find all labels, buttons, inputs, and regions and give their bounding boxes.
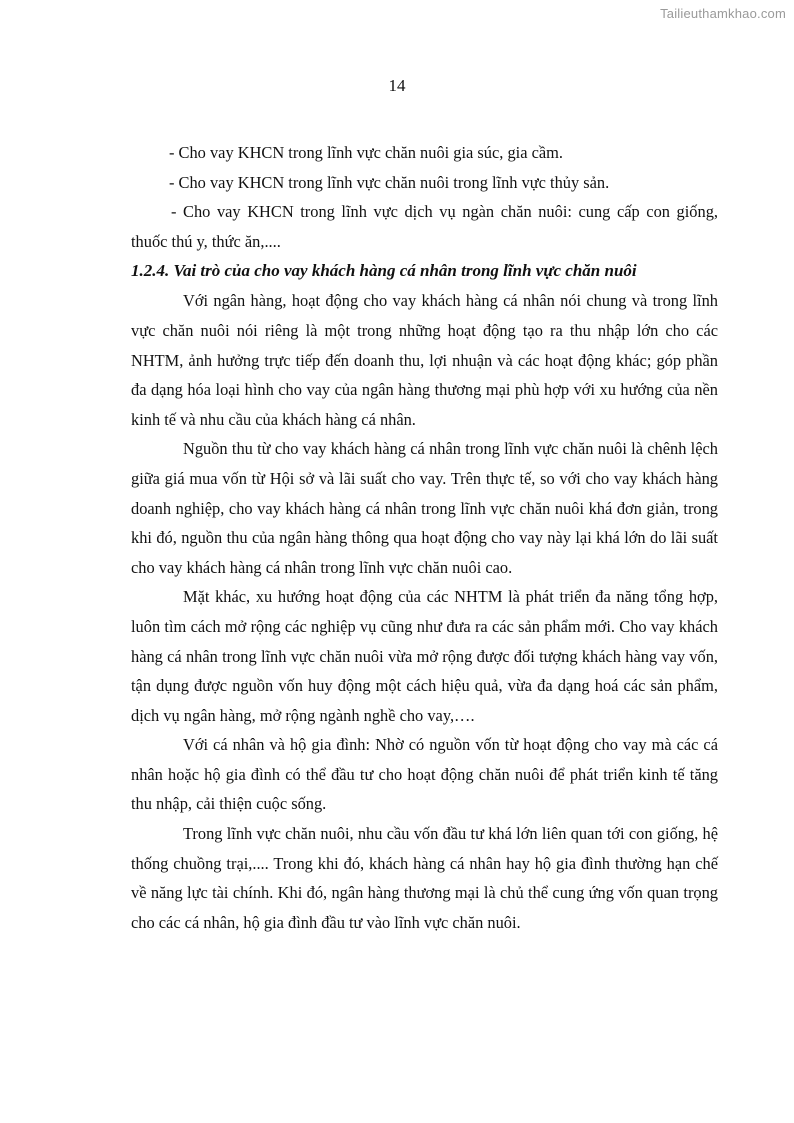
body-paragraph: Với ngân hàng, hoạt động cho vay khách hàng cá nhân nói chung và trong lĩnh vực chăn nuôi nói riêng là một trong những hoạt động tạo ra thu nhập lớn cho các NHTM, ảnh hưởng trực tiếp đến doanh thu, lợi nhuận và các hoạt động khác; góp phần đa dạng hóa loại hình cho vay của ngân hàng thương mại phù hợp với xu hướng của nền kinh tế và nhu cầu của khách hàng cá nhân. — [131, 291, 718, 429]
body-paragraph: Với cá nhân và hộ gia đình: Nhờ có nguồn vốn từ hoạt động cho vay mà các cá nhân hoặc hộ gia đình có thể đầu tư cho hoạt động chăn nuôi để phát triển kinh tế tăng thu nhập, cải thiện cuộc sống. — [131, 735, 718, 814]
bullet-item: - Cho vay KHCN trong lĩnh vực chăn nuôi trong lĩnh vực thủy sản. — [169, 172, 610, 192]
section-heading: 1.2.4. Vai trò của cho vay khách hàng cá nhân trong lĩnh vực chăn nuôi — [131, 261, 637, 281]
bullet-item: - Cho vay KHCN trong lĩnh vực dịch vụ ngàn chăn nuôi: cung cấp con giống, thuốc thú y, thức ăn,.... — [131, 202, 718, 251]
page-number: 14 — [388, 76, 406, 95]
document-body — [131, 138, 718, 937]
body-paragraph: Mặt khác, xu hướng hoạt động của các NHTM là phát triển đa năng tổng hợp, luôn tìm cách mở rộng các nghiệp vụ cũng như đưa ra các sản phẩm mới. Cho vay khách hàng cá nhân trong lĩnh vực chăn nuôi vừa mở rộng được đối tượng khách hàng vay vốn, tận dụng được nguồn vốn huy động một cách hiệu quả, vừa đa dạng hoá các sản phẩm, dịch vụ ngân hàng, mở rộng ngành nghề cho vay,…. — [131, 587, 718, 725]
watermark-text: Tailieuthamkhao.com — [660, 6, 786, 21]
body-paragraph: Nguồn thu từ cho vay khách hàng cá nhân trong lĩnh vực chăn nuôi là chênh lệch giữa giá mua vốn từ Hội sở và lãi suất cho vay. Trên thực tế, so với cho vay khách hàng doanh nghiệp, cho vay khách hàng cá nhân trong lĩnh vực chăn nuôi khá đơn giản, trong khi đó, nguồn thu của ngân hàng thông qua hoạt động cho vay này lại khá lớn do lãi suất cho vay khách hàng cá nhân trong lĩnh vực chăn nuôi cao. — [131, 439, 718, 577]
body-paragraph: Trong lĩnh vực chăn nuôi, nhu cầu vốn đầu tư khá lớn liên quan tới con giống, hệ thống chuồng trại,.... Trong khi đó, khách hàng cá nhân hay hộ gia đình thường hạn chế về năng lực tài chính. Khi đó, ngân hàng thương mại là chủ thể cung ứng vốn quan trọng cho các cá nhân, hộ gia đình đầu tư vào lĩnh vực chăn nuôi. — [131, 824, 718, 932]
bullet-item: - Cho vay KHCN trong lĩnh vực chăn nuôi gia súc, gia cầm. — [169, 143, 563, 162]
